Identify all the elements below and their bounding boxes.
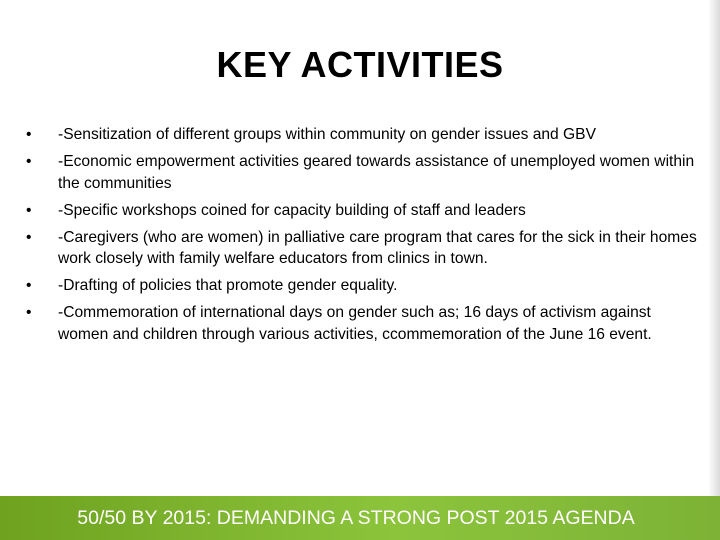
- bullet-marker: •: [26, 201, 32, 219]
- bullet-list: [26, 124, 702, 351]
- bullet-marker: •: [26, 277, 32, 294]
- bullet-item: [26, 124, 702, 146]
- bullet-text: -Commemoration of international days on gender such as; 16 days of activism against women and children through various activities, ccommemoration of the June 16 event.: [58, 304, 652, 343]
- bullet-item: [26, 200, 702, 222]
- footer-text: 50/50 BY 2015: DEMANDING A STRONG POST 2015 AGENDA: [77, 507, 635, 529]
- bullet-item: [26, 302, 702, 345]
- bullet-item: [26, 151, 702, 194]
- bullet-marker: •: [26, 228, 32, 246]
- footer-banner: [0, 496, 720, 540]
- bullet-marker: •: [26, 126, 32, 143]
- bullet-text: -Specific workshops coined for capacity building of staff and leaders: [58, 201, 526, 219]
- bullet-marker: •: [26, 153, 32, 170]
- bullet-marker: •: [26, 304, 32, 321]
- bullet-text: -Sensitization of different groups within community on gender issues and GBV: [58, 126, 596, 143]
- slide-title: KEY ACTIVITIES: [216, 44, 504, 85]
- bullet-text: -Caregivers (who are women) in palliative care program that cares for the sick in their homes work closely with family welfare educators from clinics in town.: [58, 228, 697, 267]
- bullet-text: -Drafting of policies that promote gender equality.: [58, 277, 398, 294]
- bullet-item: [26, 227, 702, 270]
- bullet-item: [26, 275, 702, 297]
- bullet-text: -Economic empowerment activities geared towards assistance of unemployed women within the communities: [58, 153, 695, 192]
